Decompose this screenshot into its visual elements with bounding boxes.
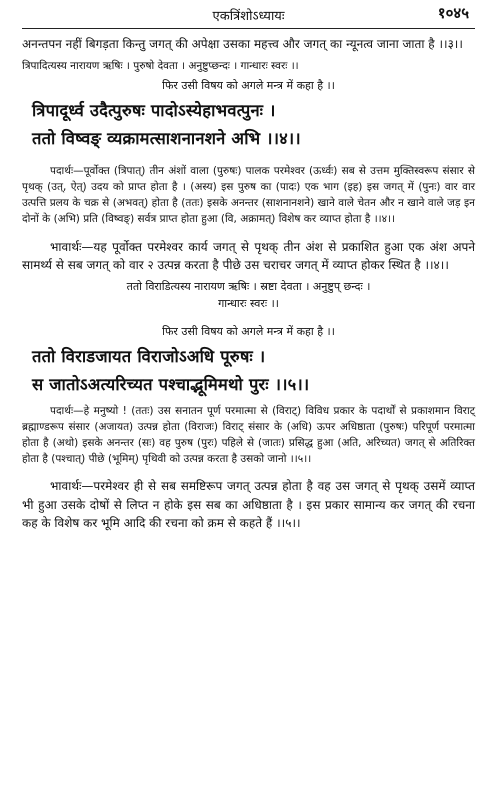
rishi-line-2a: ततो विराडित्यस्य नारायण ऋषिः । स्रष्टा देवता । अनुष्टुप् छन्दः । — [126, 279, 371, 293]
intro-paragraph: अनन्तपन नहीं बिगड़ता किन्तु जगत् की अपेक्षा उसका महत्त्व और जगत् का न्यूनत्व जाना जाता है ।।३।। — [22, 37, 463, 51]
padartha-5: पदार्थः—हे मनुष्यो ! (ततः) उस सनातन पूर्ण परमात्मा से (विराट्) विविध प्रकार के पदार्थों से प्रकाशमान विराट् ब्रह्माण्डरूप संसार (अजायत) उत्पन्न होता (विराजः) विराट् संसार के (अधि) ऊपर अधिष्ठाता (पुरुषः) परिपूर्ण परमात्मा होता है (अथो) इसके अनन्तर (सः) वह पुरुष (पुरः) पहिले से (जातः) प्रसिद्ध हुआ (अति, अरिच्यत) जगत् से अतिरिक्त होता है (पश्चात्) पीछे (भूमिम्) पृथिवी को उत्पन्न करता है उसको जानो ।।५।। — [22, 404, 475, 465]
bhavartha-4: भावार्थः—यह पूर्वोक्त परमेश्वर कार्य जगत् से पृथक् तीन अंश से प्रकाशित हुआ एक अंश अपने सामर्थ्य से सब जगत् को वार २ उत्पन्न करता है पीछे उस चराचर जगत् में व्याप्त होकर स्थित है ।।४।। — [22, 239, 475, 272]
mantra-4-line-2: ततो विष्वङ् व्यक्रामत्साशनानशने अभि ।।४।। — [32, 128, 301, 148]
transition-line-2: फिर उसी विषय को अगले मन्त्र में कहा है ।। — [162, 324, 335, 338]
page-header — [22, 0, 475, 29]
bhavartha-5: भावार्थः—परमेश्वर ही से सब समष्टिरूप जगत् उत्पन्न होता है वह उस जगत् से पृथक् उसमें व्याप्त भी हुआ उसके दोषों से लिप्त न होके इस सब का अधिष्ठाता है । इस प्रकार सामान्य कर जगत् की रचना कह के विशेष कर भूमि आदि की रचना को क्रम से कहते हैं ।।५।। — [22, 479, 475, 530]
padartha-4: पदार्थः—पूर्वोक्त (त्रिपात्) तीन अंशों वाला (पुरुषः) पालक परमेश्वर (ऊर्ध्वः) सब से उत्तम मुक्तिस्वरूप संसार से पृथक् (उत्, ऐत्) उदय को प्राप्त होता है । (अस्य) इस पुरुष का (पादः) एक भाग (इह) इस जगत् में (पुनः) वार वार उत्पत्ति प्रलय के चक्र से (अभवत्) होता है (ततः) इसके अनन्तर (साशनानशने) खाने वाले चेतन और न खाने वाले जड़ इन दोनों के (अभि) प्रति (विष्वङ्) सर्वत्र प्राप्त होता हुआ (वि, अक्रामत्) विशेष कर व्याप्त होता है ।।४।। — [22, 165, 475, 225]
transition-line-1: फिर उसी विषय को अगले मन्त्र में कहा है ।। — [162, 78, 335, 92]
mantra-5-line-2: स जातोऽअत्यरिच्यत पश्चाद्भूमिमथो पुरः ।।५।। — [32, 374, 310, 394]
rishi-line-2b: गान्धारः स्वरः ।। — [218, 296, 279, 310]
mantra-5-line-1: ततो विराडजायत विराजोऽअधि पूरुषः । — [32, 346, 266, 366]
mantra-4-line-1: त्रिपादूर्ध्व उदैत्पुरुषः पादोऽस्येहाभवत्पुनः । — [32, 100, 276, 120]
rishi-line-1: त्रिपादित्यस्य नारायण ऋषिः । पुरुषो देवता । अनुष्टुप्छन्दः । गान्धारः स्वरः ।। — [22, 59, 299, 72]
chapter-title: एकत्रिंशोऽध्यायः — [212, 9, 285, 24]
page-number: १०४५ — [437, 4, 469, 22]
